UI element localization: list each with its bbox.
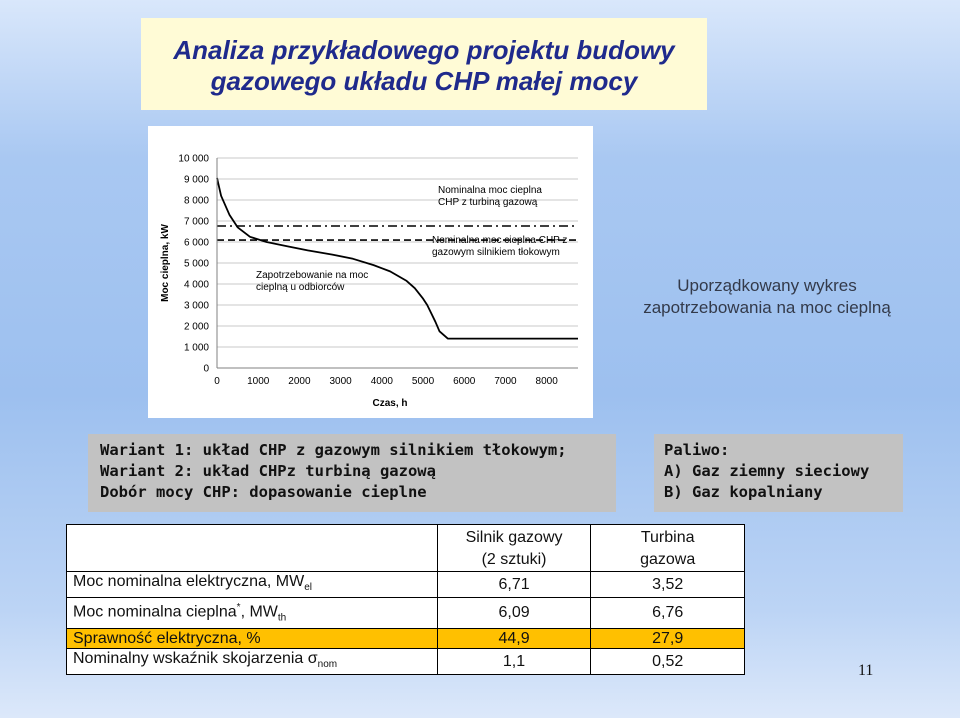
- slide-title-line2: gazowego układu CHP małej mocy: [210, 66, 638, 96]
- engine-annotation-line2: gazowym silnikiem tłokowym: [432, 247, 560, 258]
- variants-box: [88, 434, 616, 512]
- row-label: [67, 648, 438, 674]
- row-label: [67, 628, 438, 648]
- x-tick-label: 5000: [411, 376, 435, 387]
- y-tick-label: 5 000: [183, 258, 209, 270]
- row-label-text: Moc nominalna elektryczna, MW: [73, 573, 305, 590]
- row-label-subscript: el: [304, 582, 312, 594]
- row-label-unit: , MW: [240, 603, 278, 621]
- y-tick-label: 1 000: [183, 342, 209, 354]
- row-value-engine: 6,09: [437, 598, 591, 629]
- turbine-annotation-line2: CHP z turbiną gazową: [438, 197, 538, 208]
- row-value-turbine: 27,9: [591, 628, 745, 648]
- fuel-option-a: A) Gaz ziemny sieciowy: [664, 462, 870, 480]
- turbine-header-line1: Turbina: [640, 529, 695, 546]
- row-value-engine: 1,1: [437, 648, 591, 674]
- y-tick-label: 10 000: [178, 153, 209, 165]
- table-header-empty: [67, 525, 438, 572]
- load-duration-chart: [148, 126, 593, 418]
- turbine-annotation-line1: Nominalna moc cieplna: [438, 185, 542, 196]
- y-axis-title: Moc cieplna, kW: [160, 224, 171, 302]
- table-row-highlighted: [67, 628, 745, 648]
- x-tick-label: 3000: [329, 376, 352, 387]
- page-number: 11: [858, 662, 874, 679]
- row-value-turbine: 3,52: [591, 572, 745, 598]
- x-tick-label: 4000: [370, 376, 393, 387]
- demand-annotation-line1: Zapotrzebowanie na moc: [256, 270, 369, 281]
- row-label-text: Sprawność elektryczna, %: [73, 629, 261, 647]
- x-axis-title: Czas, h: [372, 398, 408, 409]
- row-value-turbine: 0,52: [591, 648, 745, 674]
- y-tick-label: 3 000: [183, 300, 209, 312]
- slide-title-line1: Analiza przykładowego projektu budowy: [173, 35, 675, 65]
- row-value-engine: 6,71: [437, 572, 591, 598]
- chart-description: [607, 275, 927, 319]
- x-tick-label: 2000: [288, 376, 311, 387]
- engine-header-line2: (2 sztuki): [481, 551, 547, 568]
- row-label-superscript: *: [236, 602, 241, 614]
- variant-2-text: Wariant 2: układ CHPz turbiną gazową: [100, 462, 436, 480]
- row-label-text: Moc nominalna cieplna: [73, 603, 237, 621]
- x-tick-label: 8000: [535, 376, 558, 387]
- row-label-subscript: th: [277, 612, 287, 624]
- engine-annotation-line1: Nominalna moc cieplna CHP z: [432, 235, 568, 246]
- table-header-row: [67, 525, 745, 572]
- row-value-engine: 44,9: [437, 628, 591, 648]
- table-row: [67, 572, 745, 598]
- x-tick-label: 7000: [494, 376, 517, 387]
- y-tick-label: 2 000: [183, 321, 209, 333]
- table-header-turbine: [591, 525, 745, 572]
- fuel-option-b: B) Gaz kopalniany: [664, 483, 823, 501]
- y-tick-label: 7 000: [183, 216, 209, 228]
- chart-description-line2: zapotrzebowania na moc cieplną: [643, 298, 891, 317]
- row-label: [67, 572, 438, 598]
- fuel-box: [654, 434, 903, 512]
- x-tick-label: 6000: [453, 376, 476, 387]
- turbine-header-line2: gazowa: [640, 551, 696, 568]
- fuel-heading: Paliwo:: [664, 441, 730, 459]
- chart-description-line1: Uporządkowany wykres: [677, 276, 857, 295]
- parameters-table: [66, 524, 745, 675]
- row-label-subscript: nom: [317, 658, 338, 670]
- engine-header-line1: Silnik gazowy: [465, 529, 563, 546]
- chp-sizing-text: Dobór mocy CHP: dopasowanie cieplne: [100, 483, 427, 501]
- slide-title: [141, 18, 707, 110]
- y-tick-label: 9 000: [183, 174, 209, 186]
- row-label-text: Nominalny wskaźnik skojarzenia σ: [73, 649, 318, 667]
- demand-annotation-line2: cieplną u odbiorców: [256, 282, 345, 293]
- row-label: [67, 598, 438, 629]
- y-tick-label: 8 000: [183, 195, 209, 207]
- chart-svg: [148, 126, 593, 418]
- variant-1-text: Wariant 1: układ CHP z gazowym silnikiem tłokowym;: [100, 441, 567, 459]
- table-header-engine: [437, 525, 591, 572]
- y-tick-label: 4 000: [183, 279, 209, 291]
- x-tick-label: 0: [214, 376, 220, 387]
- y-tick-label: 0: [203, 363, 209, 375]
- table-row: [67, 598, 745, 629]
- table-row: [67, 648, 745, 674]
- row-value-turbine: 6,76: [591, 598, 745, 629]
- x-tick-label: 1000: [247, 376, 270, 387]
- y-tick-label: 6 000: [183, 237, 209, 249]
